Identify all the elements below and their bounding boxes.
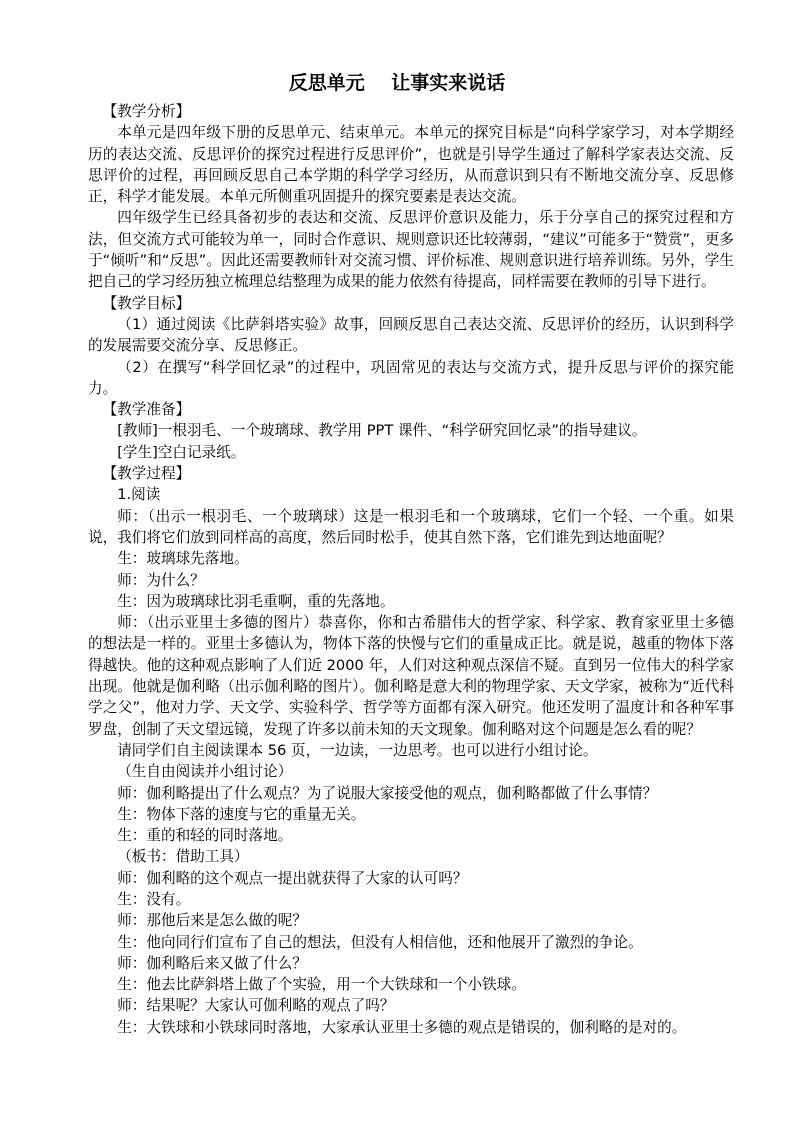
section-heading: 【教学目标】	[102, 294, 191, 312]
body-paragraph: （板书：借助工具）	[117, 848, 249, 866]
section-heading: 【教学过程】	[102, 465, 191, 483]
body-paragraph: 生：他去比萨斜塔上做了个实验，用一个大铁球和一个小铁球。	[117, 976, 526, 994]
section-heading: 【教学分析】	[102, 103, 191, 120]
body-paragraph: 师：那他后来是怎么做的呢？	[117, 912, 307, 930]
body-paragraph: 生：玻璃球先落地。	[117, 550, 249, 568]
body-paragraph: [学生]空白记录纸。	[117, 443, 246, 461]
body-paragraph: 生：物体下落的速度与它的重量无关。	[117, 805, 366, 823]
body-paragraph: 生：没有。	[117, 890, 191, 908]
body-paragraph: 生：他向同行们宣布了自己的想法，但没有人相信他，还和他展开了激烈的争论。	[117, 933, 643, 951]
body-paragraph: 请同学们自主阅读课本 56 页，一边读，一边思考。也可以进行小组讨论。	[117, 741, 598, 759]
body-paragraph: 1.阅读	[117, 486, 161, 504]
body-paragraph: （生自由阅读并小组讨论）	[117, 763, 293, 781]
body-paragraph: 师：伽利略的这个观点一提出就获得了大家的认可吗？	[117, 869, 468, 887]
page-title: 反思单元 让事实来说话	[288, 72, 506, 94]
body-paragraph: 师：（出示一根羽毛、一个玻璃球）这是一根羽毛和一个玻璃球，它们一个轻、一个重。如果说，我们将它们放到同样高的高度，然后同时松手，使其自然下落，它们谁先到达地面呢？	[88, 507, 734, 546]
section-heading: 【教学准备】	[102, 401, 191, 419]
document-body	[88, 101, 734, 1038]
body-paragraph: （2）在撰写“科学回忆录”的过程中，巩固常见的表达与交流方式，提升反思与评价的探究能力。	[88, 358, 734, 397]
body-paragraph: （1）通过阅读《比萨斜塔实验》故事，回顾反思自己表达交流、反思评价的经历，认识到科学的发展需要交流分享、反思修正。	[88, 315, 734, 355]
body-paragraph: 四年级学生已经具备初步的表达和交流、反思评价意识及能力，乐于分享自己的探究过程和方法，但交流方式可能较为单一，同时合作意识、规则意识还比较薄弱，“建议”可能多于“赞赏”，更多于“倾听”和“反思”。因此还需要教师针对交流习惯、评价标准、规则意识进行培养训练。另外，学生把自己的学习经历独立梳理总结整理为成果的能力依然有待提高，同样需要在教师的引导下进行。	[88, 209, 734, 291]
body-paragraph: 生：大铁球和小铁球同时落地，大家承认亚里士多德的观点是错误的，伽利略的是对的。	[117, 1018, 687, 1036]
body-paragraph: 生：因为玻璃球比羽毛重啊，重的先落地。	[117, 592, 395, 610]
body-paragraph: 师：为什么？	[117, 571, 205, 589]
body-paragraph: 师：伽利略后来又做了什么？	[117, 954, 307, 972]
body-paragraph: [教师]一根羽毛、一个玻璃球、教学用 PPT 课件、“科学研究回忆录”的指导建议。	[117, 422, 647, 440]
body-paragraph: 生：重的和轻的同时落地。	[117, 827, 293, 845]
body-paragraph: 师：（出示亚里士多德的图片）恭喜你，你和古希腊伟大的哲学家、科学家、教育家亚里士多德的想法是一样的。亚里士多德认为，物体下落的快慢与它们的重量成正比。就是说，越重的物体下落得越快。他的这种观点影响了人们近 2000 年，人们对这种观点深信不疑。直到另一位伟大的科学家出现。他就是伽利略（出示伽利略的图片）。伽利略是意大利的物理学家、天文学家，被称为“近代科学之父”，他对力学、天文学、实验科学、哲学等方面都有深入研究。他还发明了温度计和各种军事罗盘，创制了天文望远镜，发现了许多以前未知的天文现象。伽利略对这个问题是怎么看的呢？	[88, 614, 734, 738]
body-paragraph: 师：结果呢？大家认可伽利略的观点了吗？	[117, 997, 395, 1015]
body-paragraph: 本单元是四年级下册的反思单元、结束单元。本单元的探究目标是“向科学家学习，对本学期经历的表达交流、反思评价的探究过程进行反思评价”，也就是引导学生通过了解科学家表达交流、反思评价的过程，再回顾反思自己本学期的科学学习经历，从而意识到只有不断地交流分享、反思修正，科学才能发展。本单元所侧重巩固提升的探究要素是表达交流。	[88, 124, 734, 206]
body-paragraph: 师：伽利略提出了什么观点？为了说服大家接受他的观点，伽利略都做了什么事情？	[117, 784, 658, 802]
